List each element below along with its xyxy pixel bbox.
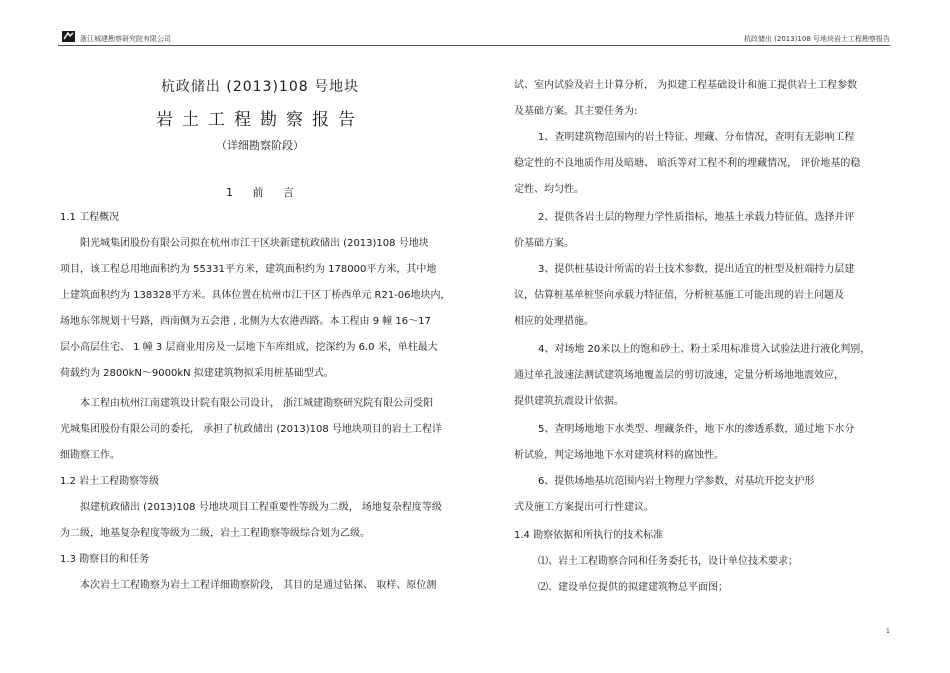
text-line: 光城集团股份有限公司的委托， 承担了杭政储出 (2013)108 号地块项目的岩土工程详 [60, 424, 442, 435]
company-logo-icon [62, 31, 75, 42]
text-line: 项目，该工程总用地面积约为 55331平方米，建筑面积约为 178000平方米，其中地 [60, 264, 437, 275]
list-item: 2、提供各岩土层的物理力学性质指标，地基土承载力特征值，选择并评 [538, 212, 855, 223]
section-heading: 1.1 工程概况 [60, 212, 120, 223]
text-line: 阳光城集团股份有限公司拟在杭州市江干区块新建杭政储出 (2013)108 号地块 [80, 238, 429, 249]
chapter-heading: 1 前 言 [226, 186, 294, 199]
page-header [58, 33, 890, 46]
text-line: 定性、均匀性。 [514, 184, 584, 195]
list-item: 5、查明场地地下水类型、埋藏条件，地下水的渗透系数，通过地下水分 [538, 424, 855, 435]
section-heading: 1.4 勘察依据和所执行的技术标准 [514, 530, 664, 541]
text-line: 拟建杭政储出 (2013)108 号地块项目工程重要性等级为二级， 场地复杂程度等级 [80, 502, 442, 513]
text-line: 层小高层住宅、 1 幢 3 层商业用房及一层地下车库组成，挖深约为 6.0 米，单柱最大 [60, 342, 438, 353]
header-company: 浙江城建勘察研究院有限公司 [80, 35, 171, 43]
list-item: ⑴、岩土工程勘察合同和任务委托书，设计单位技术要求； [538, 556, 798, 567]
header-doc-title: 杭政储出 (2013)108 号地块岩土工程勘察报告 [743, 35, 890, 43]
list-item: 6、提供场地基坑范围内岩土物理力学参数，对基坑开挖支护形 [538, 476, 815, 487]
section-heading: 1.3 勘察目的和任务 [60, 554, 150, 565]
text-line: 荷载约为 2800kN～9000kN 拟建建筑物拟采用桩基础型式。 [60, 368, 334, 379]
text-line: 析试验，判定场地地下水对建筑材料的腐蚀性。 [514, 450, 724, 461]
text-line: 本工程由杭州江南建筑设计院有限公司设计， 浙江城建勘察研究院有限公司受阳 [80, 398, 434, 409]
text-line: 通过单孔波速法测试建筑场地覆盖层的剪切波速，定量分析场地地震效应， [514, 370, 844, 381]
report-title-main: 岩土工程勘察报告 [156, 110, 364, 130]
page-number: 1 [886, 628, 890, 635]
list-item: 3、提供桩基设计所需的岩土技术参数，提出适宜的桩型及桩端持力层建 [538, 264, 855, 275]
report-title-stage: （详细勘察阶段） [216, 139, 304, 152]
text-line: 议，估算桩基单桩竖向承载力特征值，分析桩基施工可能出现的岩土问题及 [514, 290, 844, 301]
list-item: 1、查明建筑物范围内的岩土特征、埋藏、分布情况，查明有无影响工程 [538, 132, 855, 143]
text-line: 及基础方案。其主要任务为: [514, 106, 638, 117]
text-line: 相应的处理措施。 [514, 316, 594, 327]
text-line: 稳定性的不良地质作用及暗塘、 暗浜等对工程不利的埋藏情况， 评价地基的稳 [514, 158, 861, 169]
list-item: 4、对场地 20米以上的饱和砂土、粉土采用标准贯入试验法进行液化判别， [538, 344, 871, 355]
text-line: 式及施工方案提出可行性建议。 [514, 502, 654, 513]
list-item: ⑵、建设单位提供的拟建建筑物总平面图； [538, 582, 728, 593]
text-line: 价基础方案。 [514, 238, 574, 249]
text-line: 场地东邻规划十号路，西南侧为五会港 , 北侧为大农港西路。本工程由 9 幢 16～17 [60, 316, 431, 327]
text-line: 本次岩土工程勘察为岩土工程详细勘察阶段， 其目的是通过钻探、 取样、原位测 [80, 580, 437, 591]
text-line: 为二级，地基复杂程度等级为二级，岩土工程勘察等级综合划为乙级。 [60, 528, 370, 539]
text-line: 提供建筑抗震设计依据。 [514, 396, 624, 407]
text-line: 细勘察工作。 [60, 450, 120, 461]
report-title-line1: 杭政储出 (2013)108 号地块 [160, 79, 360, 95]
text-line: 上建筑面积约为 138328平方米。具体位置在杭州市江干区丁桥西单元 R21-06地块内， [60, 290, 451, 301]
section-heading: 1.2 岩土工程勘察等级 [60, 476, 160, 487]
text-line: 试、室内试验及岩土计算分析， 为拟建工程基础设计和施工提供岩土工程参数 [514, 80, 858, 91]
